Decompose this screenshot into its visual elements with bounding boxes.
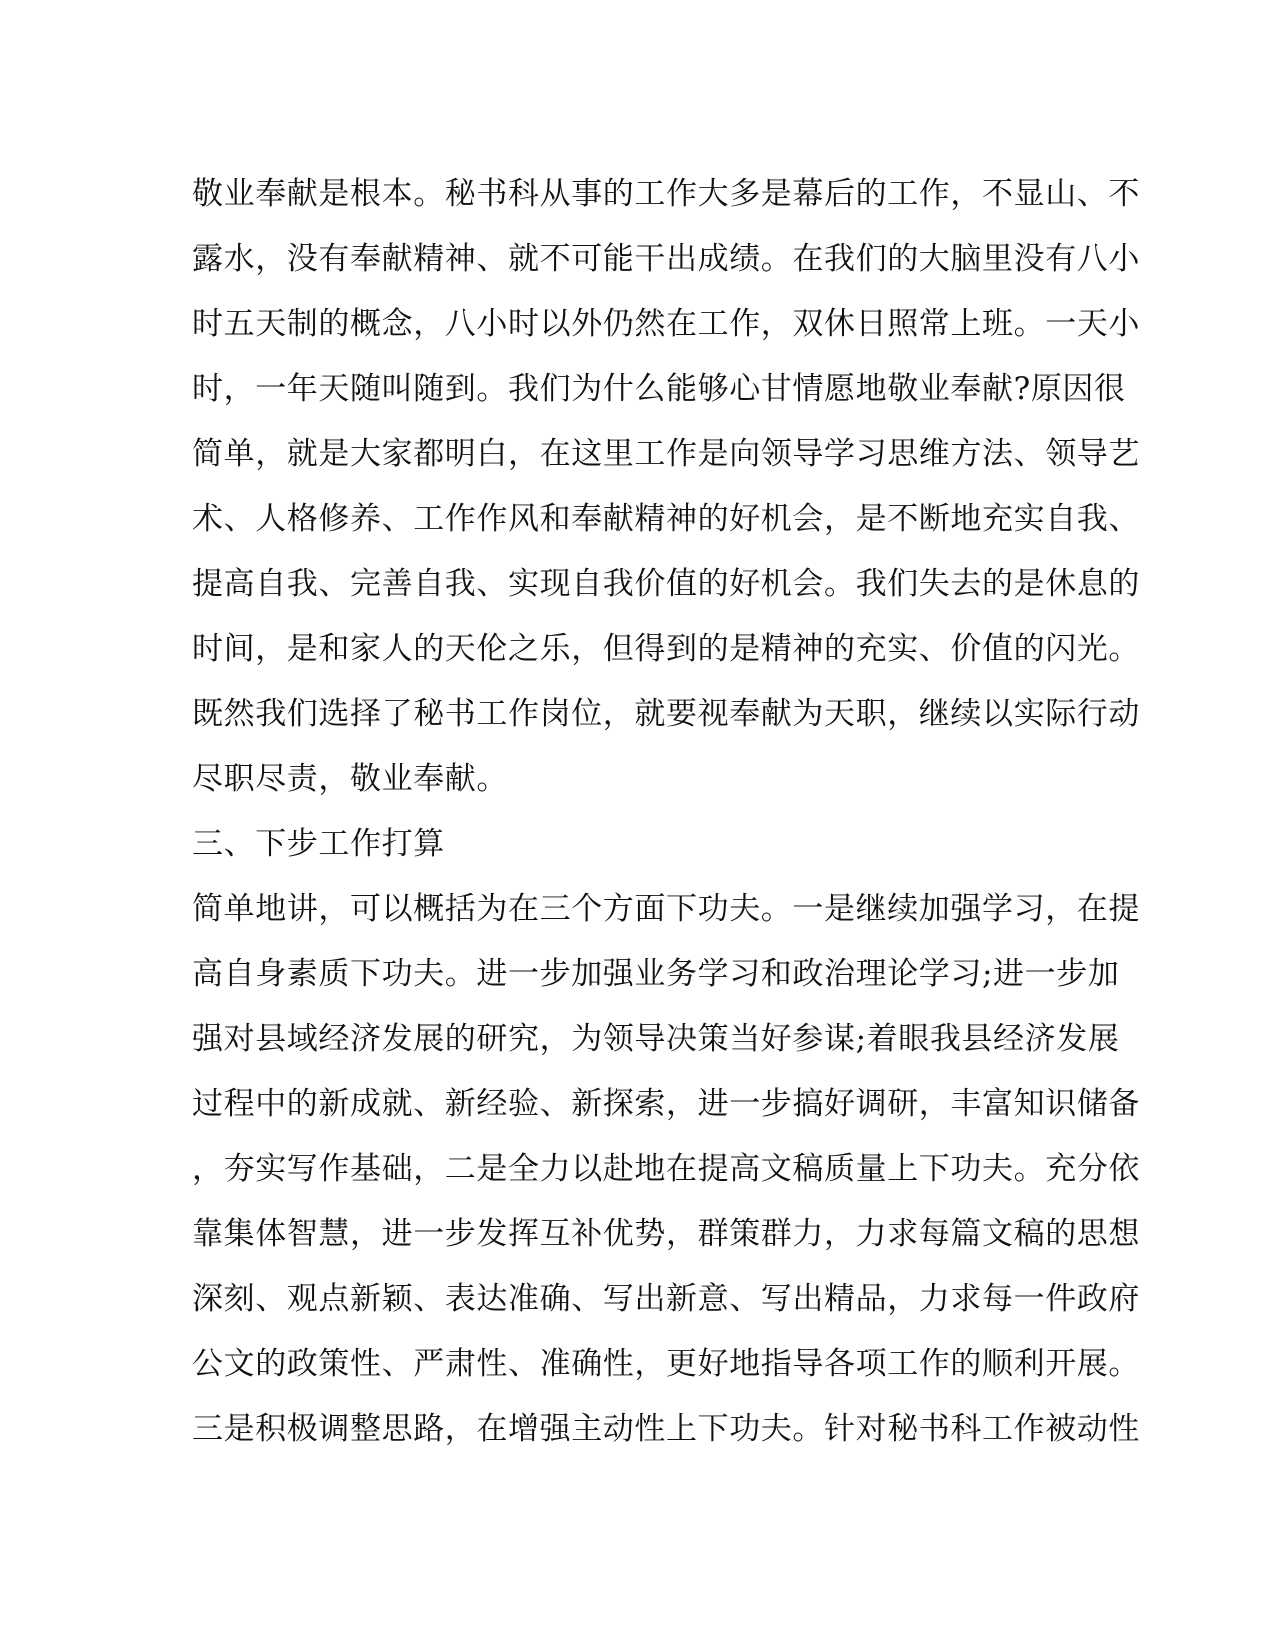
text-line: 公文的政策性、严肃性、准确性，更好地指导各项工作的顺利开展。 bbox=[192, 1346, 1140, 1382]
text-line: 时，一年天随叫随到。我们为什么能够心甘情愿地敬业奉献?原因很 bbox=[192, 371, 1126, 407]
text-line: 强对县域经济发展的研究，为领导决策当好参谋;着眼我县经济发展 bbox=[192, 1021, 1120, 1057]
text-line: 深刻、观点新颖、表达准确、写出新意、写出精品，力求每一件政府 bbox=[192, 1281, 1140, 1317]
text-line: 术、人格修养、工作作风和奉献精神的好机会，是不断地充实自我、 bbox=[192, 501, 1140, 537]
text-line: 尽职尽责，敬业奉献。 bbox=[192, 761, 508, 797]
text-line: 既然我们选择了秘书工作岗位，就要视奉献为天职，继续以实际行动 bbox=[192, 696, 1140, 732]
text-line: 高自身素质下功夫。进一步加强业务学习和政治理论学习;进一步加 bbox=[192, 956, 1120, 992]
text-line: 三是积极调整思路，在增强主动性上下功夫。针对秘书科工作被动性 bbox=[192, 1411, 1140, 1447]
text-line: 靠集体智慧，进一步发挥互补优势，群策群力，力求每篇文稿的思想 bbox=[192, 1216, 1140, 1252]
text-line: 时间，是和家人的天伦之乐，但得到的是精神的充实、价值的闪光。 bbox=[192, 631, 1140, 667]
text-line: 露水，没有奉献精神、就不可能干出成绩。在我们的大脑里没有八小 bbox=[192, 241, 1140, 277]
section-heading: 三、下步工作打算 bbox=[192, 826, 445, 862]
text-line: 时五天制的概念，八小时以外仍然在工作，双休日照常上班。一天小 bbox=[192, 306, 1140, 342]
text-line: 敬业奉献是根本。秘书科从事的工作大多是幕后的工作，不显山、不 bbox=[192, 176, 1140, 212]
text-line: 过程中的新成就、新经验、新探索，进一步搞好调研，丰富知识储备 bbox=[192, 1086, 1140, 1122]
text-line: 简单，就是大家都明白，在这里工作是向领导学习思维方法、领导艺 bbox=[192, 436, 1140, 472]
body-text bbox=[192, 162, 1140, 1462]
text-line: ，夯实写作基础，二是全力以赴地在提高文稿质量上下功夫。充分依 bbox=[192, 1151, 1140, 1187]
text-line: 提高自我、完善自我、实现自我价值的好机会。我们失去的是休息的 bbox=[192, 566, 1140, 602]
text-line: 简单地讲，可以概括为在三个方面下功夫。一是继续加强学习，在提 bbox=[192, 891, 1140, 927]
